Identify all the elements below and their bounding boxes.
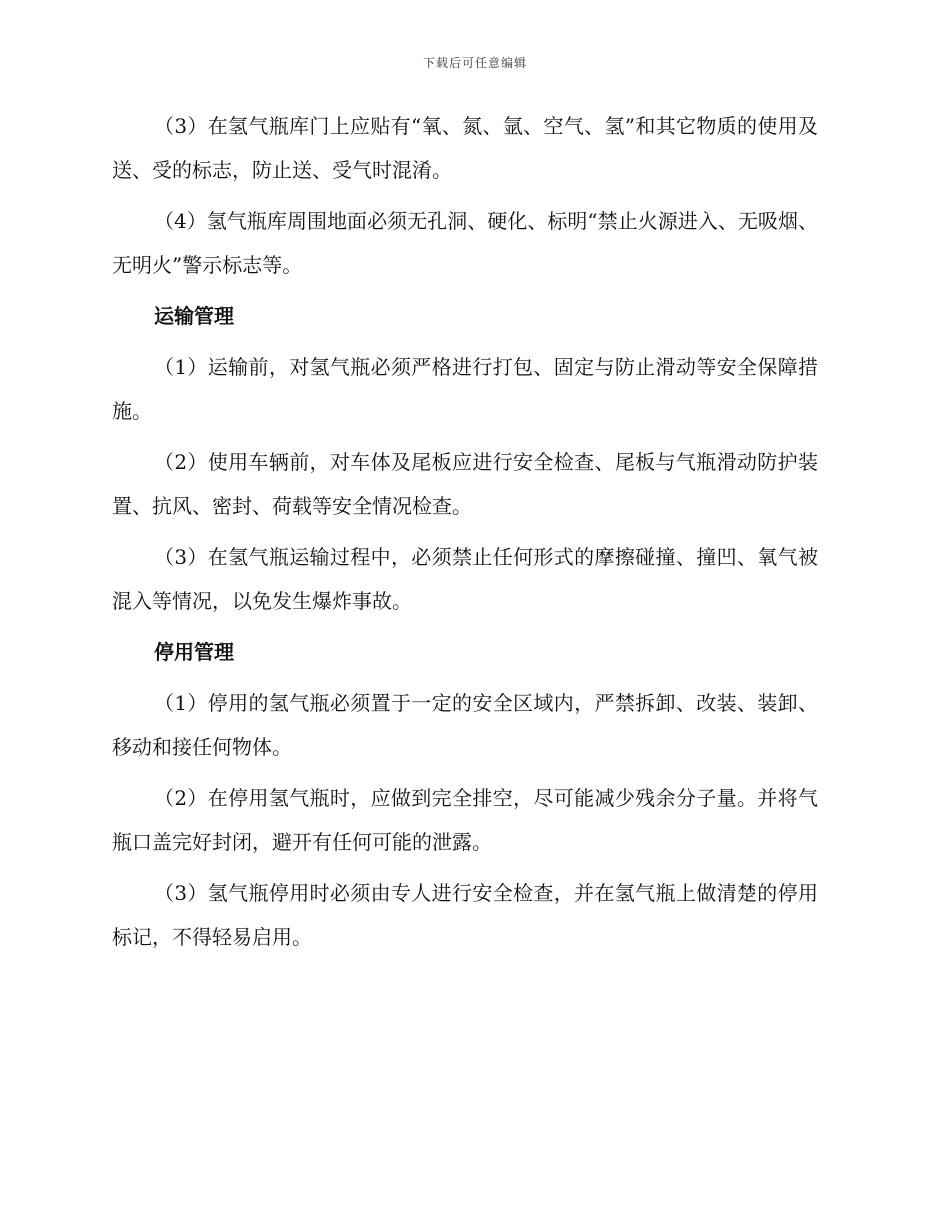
storage-paragraph-3: （3）在氢气瓶库门上应贴有“氧、氮、氩、空气、氢”和其它物质的使用及送、受的标志，防止送、受气时混淆。	[112, 114, 818, 182]
transport-paragraph-1: （1）运输前，对氢气瓶必须严格进行打包、固定与防止滑动等安全保障措施。	[112, 355, 818, 423]
transport-paragraph-2: （2）使用车辆前，对车体及尾板应进行安全检查、尾板与气瓶滑动防护装置、抗风、密封、荷载等安全情况检查。	[112, 450, 818, 518]
decommission-heading: 停用管理	[154, 640, 234, 664]
storage-paragraph-4: （4）氢气瓶库周围地面必须无孔洞、硬化、标明“禁止火源进入、无吸烟、无明火”警示标志等。	[112, 209, 818, 277]
decommission-paragraph-3: （3）氢气瓶停用时必须由专人进行安全检查，并在氢气瓶上做清楚的停用标记，不得轻易启用。	[112, 881, 818, 949]
download-note: 下载后可任意编辑	[422, 56, 527, 70]
document-body	[112, 104, 818, 966]
decommission-paragraph-2: （2）在停用氢气瓶时，应做到完全排空，尽可能减少残余分子量。并将气瓶口盖完好封闭，避开有任何可能的泄露。	[112, 786, 818, 854]
decommission-paragraph-1: （1）停用的氢气瓶必须置于一定的安全区域内，严禁拆卸、改装、装卸、移动和接任何物体。	[112, 691, 818, 759]
transport-paragraph-3: （3）在氢气瓶运输过程中，必须禁止任何形式的摩擦碰撞、撞凹、氧气被混入等情况，以免发生爆炸事故。	[112, 545, 818, 613]
transport-heading: 运输管理	[154, 304, 234, 328]
